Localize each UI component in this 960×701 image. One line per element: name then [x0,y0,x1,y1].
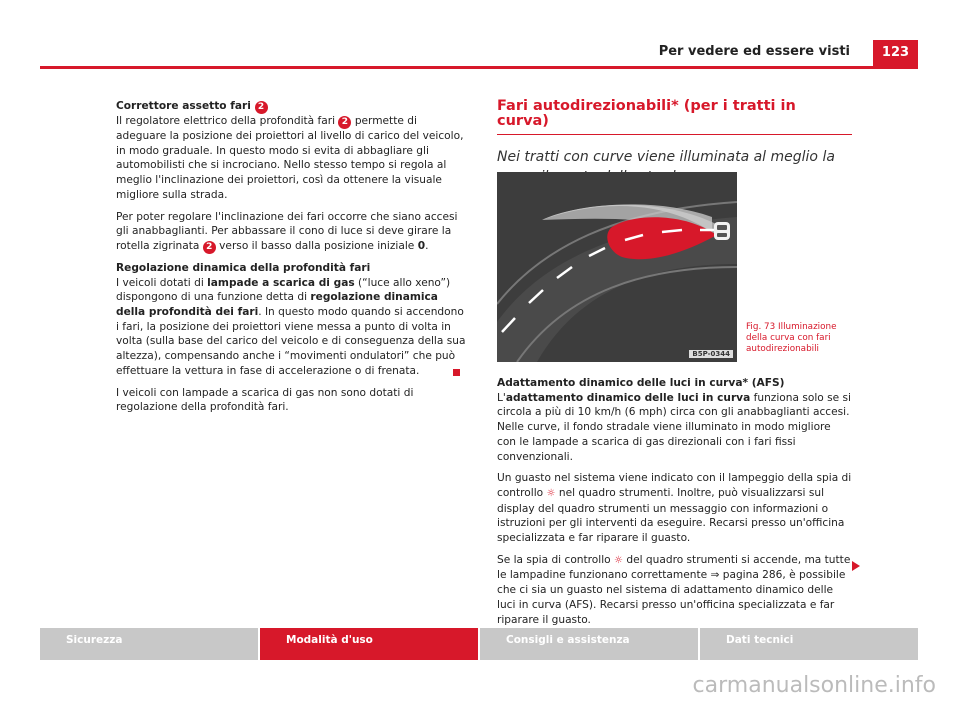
tab-consigli-e-assistenza[interactable]: Consigli e assistenza [480,628,698,660]
number-badge-2: 2 [255,101,268,114]
text-span: L' [497,391,506,404]
section-intro: Nei tratti con curve viene illuminata al meglio la [497,149,835,166]
right-paragraph-2 [497,471,852,546]
bold-term: regolazione dinamica della profondità dei fari [116,291,438,319]
text-span: permette di adeguare la posizione dei proiettori al livello di carico del veicolo, in modo graduale. In questo modo si evita di abbagliare gli automobilisti che si incrociano. Nello stesso tempo si regola al meglio l'inclinazione dei proiettori, così da ottenere la visuale migliore sulla strada. [116,115,464,201]
section-end-marker [453,369,460,376]
left-heading-text: Correttore assetto fari [116,100,251,112]
left-paragraph-4: I veicoli con lampade a scarica di gas non sono dotati di regolazione della profondità fari. [116,386,414,414]
warning-light-icon: ☼ [614,554,623,566]
text-span: (“luce allo xeno”) dispongono di una funzione detta di [116,276,451,304]
figure-illustration [497,172,737,362]
text-span: . In questo modo quando si accendono i fari, la posizione dei proiettori viene messa a punto di volta in volta (sulla base del carico del veicolo e di conseguenza della sua altezza), compensando anche i “movimenti ondulatori” che può effettuare la vettura in fase di accelerazione o di frenata. [116,306,466,377]
text-span: Per poter regolare l'inclinazione dei fari occorre che siano accesi gli anabbaglianti. Per abbassare il cono di luce si deve girare la rotella zigrinata [116,210,458,252]
left-paragraph-2 [116,210,468,254]
watermark: carmanualsonline.info [692,673,936,698]
text-span: I veicoli dotati di [116,276,204,289]
position-zero: 0 [417,239,426,252]
left-column [116,99,468,422]
running-header-title: Per vedere ed essere visti [658,44,850,59]
number-badge-2: 2 [203,241,216,254]
figure-code: B5P-0344 [689,350,733,358]
text-span: Un guasto nel sistema viene indicato con il lampeggio della spia di controllo [497,472,852,499]
text-span: funziona solo se si circola a più di 10 km/h (6 mph) circa con gli anabbaglianti accesi. Nelle curve, il fondo stradale viene illuminato in modo migliore con le lampade a scarica di gas direzionali con i fari fissi convenzionali. [497,391,852,463]
bold-term: adattamento dinamico delle luci in curva [505,391,751,404]
text-span: del quadro strumenti si accende, ma tutte le lampadine funzionano correttamente ⇒ pagina 286, è possibile che ci sia un guasto nel sistema di adattamento dinamico delle luci in curva (AFS). Recarsi presso un'officina specializzata e far riparare il guasto. [497,553,851,626]
tab-modalita-duso[interactable]: Modalità d'uso [260,628,478,660]
section-title: Fari autodirezionabili* (per i tratti in curva) [497,99,852,135]
left-subheading: Regolazione dinamica della profondità fari [116,261,371,274]
left-heading [116,99,468,114]
tab-sicurezza[interactable]: Sicurezza [40,628,258,660]
text-span: Se la spia di controllo [497,553,611,566]
page-number: 123 [873,40,918,66]
tab-dati-tecnici[interactable]: Dati tecnici [700,628,918,660]
number-badge-2: 2 [338,116,351,129]
header-rule [40,66,918,69]
right-subheading: Adattamento dinamico delle luci in curva* (AFS) [497,377,785,389]
footer-nav [40,628,918,660]
text-span: Il regolatore elettrico della profondità fari [116,115,336,127]
figure-caption: Fig. 73 Illuminazione della curva con fari autodirezionabili [746,322,837,354]
warning-light-icon: ☼ [546,487,556,499]
continue-arrow-icon [852,561,860,571]
text-span: nel quadro strumenti. Inoltre, può visualizzarsi sul display del quadro strumenti un messaggio con informazioni o istruzioni per gli interventi da eseguire. Recarsi presso un'officina specializzata e far riparare il guasto. [497,486,845,545]
text-span: . [425,239,429,252]
left-paragraph-1 [116,114,468,203]
right-paragraph-1 [497,391,852,465]
text-span: verso il basso dalla posizione iniziale [219,239,415,252]
right-body [497,376,852,634]
right-paragraph-3 [497,553,852,628]
left-paragraph-3 [116,276,468,379]
curve-illumination-drawing [497,172,737,362]
bold-term: lampade a scarica di gas [207,276,355,289]
